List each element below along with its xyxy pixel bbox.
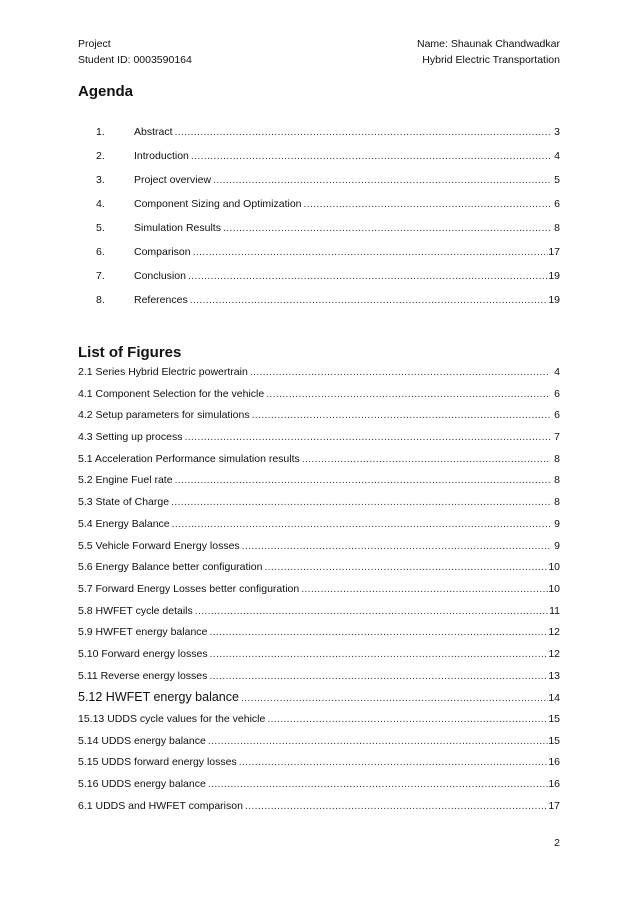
dot-leader [265,709,548,731]
agenda-item-label: References [134,294,188,306]
figure-item-label: 15.13 UDDS cycle values for the vehicle [78,713,266,725]
figure-item-label: 4.3 Setting up process [78,431,183,444]
figure-item-label: 5.7 Forward Energy Losses better configuration [78,582,300,595]
header-right [417,36,560,68]
figure-item[interactable] [78,579,560,601]
dot-leader [206,774,548,796]
figure-item[interactable] [78,514,560,536]
figure-item-label: 5.16 UDDS energy balance [78,778,206,791]
figure-item-label: 5.5 Vehicle Forward Energy losses [78,539,240,552]
figure-item-page: 11 [549,604,560,617]
agenda-item-number: 4. [96,198,105,210]
agenda-item-label: Simulation Results [134,222,221,234]
figure-item-label: 5.1 Acceleration Performance simulation results [78,452,300,465]
dot-leader [207,622,548,644]
dot-leader [221,216,550,240]
figure-item[interactable] [78,622,560,644]
figure-item-page: 12 [548,647,560,660]
agenda-item-label: Introduction [134,150,189,162]
agenda-item-number: 3. [96,174,105,186]
dot-leader [300,449,550,471]
figure-item-page: 8 [554,496,560,509]
dot-leader [206,731,548,753]
figure-item-label: 5.9 HWFET energy balance [78,626,208,639]
figure-item-page: 6 [554,387,560,400]
figure-item[interactable] [78,774,560,796]
figure-item-page: 16 [548,778,560,791]
agenda-item-number: 7. [96,270,105,282]
figure-item[interactable] [78,405,560,427]
figure-item[interactable] [78,796,560,818]
page-number: 2 [554,837,560,849]
header-project: Project [78,38,111,50]
figure-item[interactable] [78,557,560,579]
figure-item-page: 15 [548,713,560,725]
dot-leader [302,192,550,216]
dot-leader [237,752,549,774]
figure-item-page: 4 [554,366,560,378]
dot-leader [240,536,550,558]
agenda-item-page: 6 [554,198,560,210]
figure-item-label: 5.4 Energy Balance [78,517,170,530]
agenda-item[interactable] [78,144,560,168]
figure-item-label: 5.10 Forward energy losses [78,647,208,660]
agenda-item-label: Project overview [134,174,212,186]
agenda-item-label: Conclusion [134,270,186,282]
agenda-item-number: 5. [96,222,105,234]
dot-leader [189,144,550,168]
figure-item-page: 17 [548,799,560,812]
agenda-item-page: 8 [554,222,560,234]
agenda-list [78,120,560,312]
figures-title: List of Figures [78,344,182,361]
dot-leader [169,492,550,514]
agenda-item-number: 1. [96,126,105,138]
figure-item[interactable] [78,470,560,492]
figure-item-page: 15 [548,734,560,747]
figure-item-label: 6.1 UDDS and HWFET comparison [78,799,243,812]
figure-item-page: 10 [548,561,560,574]
agenda-item[interactable] [78,168,560,192]
figures-list [78,362,560,817]
agenda-item-label: Component Sizing and Optimization [134,198,302,210]
figure-item[interactable] [78,752,560,774]
dot-leader [173,120,550,144]
figure-item[interactable] [78,362,560,384]
agenda-item[interactable] [78,120,560,144]
agenda-item-page: 4 [554,150,560,162]
dot-leader [262,557,548,579]
dot-leader [243,796,548,818]
figure-item[interactable] [78,536,560,558]
dot-leader [239,688,548,710]
figure-item[interactable] [78,492,560,514]
dot-leader [191,240,549,264]
dot-leader [207,666,548,688]
dot-leader [182,427,550,449]
agenda-item-label: Comparison [134,246,191,258]
figure-item-label: 5.14 UDDS energy balance [78,734,206,747]
figure-item-page: 8 [554,474,560,487]
agenda-item-number: 6. [96,246,105,258]
figure-item[interactable] [78,384,560,406]
agenda-item[interactable] [78,192,560,216]
header-course: Hybrid Electric Transportation [422,54,560,66]
dot-leader [250,405,550,427]
figure-item-label: 5.11 Reverse energy losses [78,669,208,682]
figure-item-label: 5.15 UDDS forward energy losses [78,756,237,769]
dot-leader [264,384,550,406]
figure-item[interactable] [78,644,560,666]
header-name: Name: Shaunak Chandwadkar [416,38,560,50]
agenda-item-number: 8. [96,294,105,306]
agenda-item-label: Abstract [134,126,173,138]
figure-item[interactable] [78,666,560,688]
figure-item-page: 13 [548,669,560,682]
dot-leader [170,514,550,536]
dot-leader [248,362,550,384]
agenda-item-page: 5 [554,174,560,186]
header-left [78,36,192,68]
dot-leader [188,288,549,312]
figure-item-label: 4.1 Component Selection for the vehicle [78,387,265,400]
figure-item-label: 5.8 HWFET cycle details [78,604,193,617]
figure-item-page: 14 [548,692,560,705]
agenda-item[interactable] [78,264,560,288]
agenda-item-page: 3 [554,126,560,138]
figure-item[interactable] [78,601,560,623]
agenda-item-page: 17 [548,246,560,258]
dot-leader [208,644,549,666]
figure-item[interactable] [78,449,560,471]
figure-item-label: 4.2 Setup parameters for simulations [78,409,250,422]
dot-leader [299,579,548,601]
figure-item-page: 9 [554,517,560,530]
dot-leader [211,168,550,192]
agenda-item-page: 19 [548,270,560,282]
agenda-item[interactable] [78,288,560,312]
figure-item-page: 12 [548,626,560,639]
dot-leader [173,470,550,492]
agenda-item[interactable] [78,216,560,240]
figure-item-label: 2.1 Series Hybrid Electric powertrain [78,366,248,378]
header-student-id: Student ID: 0003590164 [78,54,192,66]
figure-item[interactable] [78,709,560,731]
figure-item[interactable] [78,731,560,753]
figure-item-label: 5.6 Energy Balance better configuration [78,561,263,574]
agenda-item[interactable] [78,240,560,264]
figure-item-page: 6 [554,409,560,422]
figure-item-page: 10 [548,582,560,595]
figure-item-page: 9 [554,539,560,552]
dot-leader [186,264,548,288]
agenda-item-number: 2. [96,150,105,162]
figure-item-label: 5.3 State of Charge [78,496,170,509]
figure-item-label: 5.2 Engine Fuel rate [78,474,173,487]
figure-item[interactable] [78,427,560,449]
agenda-title: Agenda [78,83,134,100]
agenda-item-page: 19 [548,294,560,306]
figure-item-page: 7 [554,431,560,444]
figure-item-label: 5.12 HWFET energy balance [78,690,239,705]
figure-item-page: 8 [554,452,560,465]
figure-item[interactable] [78,687,560,709]
dot-leader [193,601,549,623]
figure-item-page: 16 [548,756,560,769]
